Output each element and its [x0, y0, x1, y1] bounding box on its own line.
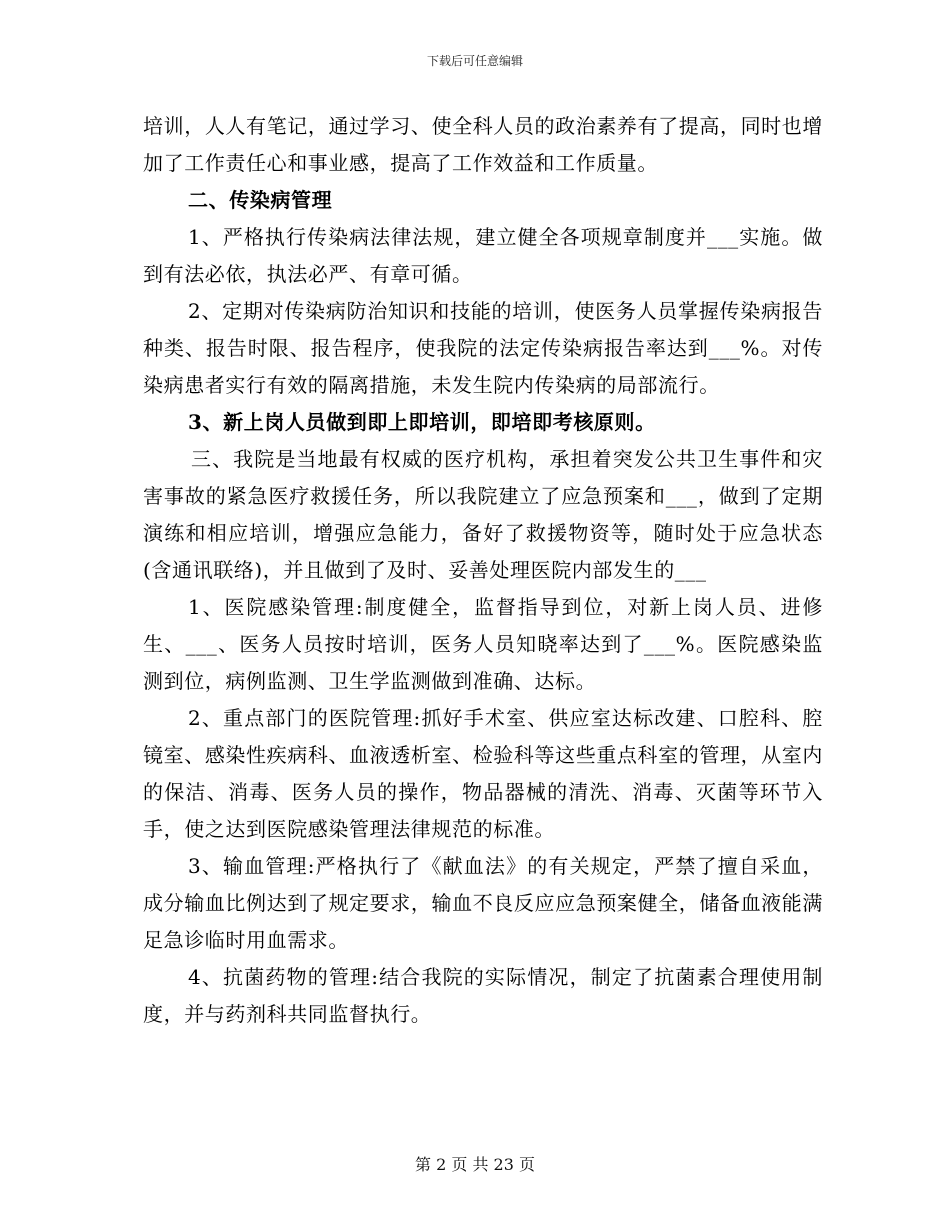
paragraph-antibiotics: 4、抗菌药物的管理:结合我院的实际情况，制定了抗菌素合理使用制度，并与药剂科共同监督执行。 [143, 965, 823, 1026]
paragraph-key-departments: 2、重点部门的医院管理:抓好手术室、供应室达标改建、口腔科、腔镜室、感染性疾病科、血液透析室、检验科等这些重点科室的管理，从室内的保洁、消毒、医务人员的操作，物品器械的清洗、消毒、灭菌等环节入手，使之达到医院感染管理法律规范的标准。 [143, 706, 823, 841]
paragraph-blood-transfusion: 3、输血管理:严格执行了《献血法》的有关规定，严禁了擅自采血，成分输血比例达到了规定要求，输血不良反应应急预案健全，储备血液能满足急诊临时用血需求。 [143, 854, 823, 952]
section-heading-infectious-disease: 二、传染病管理 [188, 188, 333, 212]
paragraph-infection-management: 1、医院感染管理:制度健全，监督指导到位，对新上岗人员、进修生、___、医务人员按时培训，医务人员知晓率达到了___%。医院感染监测到位，病例监测、卫生学监测做到准确、达标。 [143, 595, 823, 693]
paragraph-section-3-emergency: 三、我院是当地最有权威的医疗机构，承担着突发公共卫生事件和灾害事故的紧急医疗救援任务，所以我院建立了应急预案和___，做到了定期演练和相应培训，增强应急能力，备好了救援物资等，随时处于应急状态(含通讯联络)，并且做到了及时、妥善处理医院内部发生的___ [143, 447, 823, 582]
document-body [143, 108, 823, 1033]
paragraph-item-3-new-staff: 3、新上岗人员做到即上即培训，即培即考核原则。 [188, 410, 656, 434]
page-number-footer: 第 2 页 共 23 页 [415, 1155, 535, 1174]
paragraph-item-2-training: 2、定期对传染病防治知识和技能的培训，使医务人员掌握传染病报告种类、报告时限、报告程序，使我院的法定传染病报告率达到___%。对传染病患者实行有效的隔离措施，未发生院内传染病的局部流行。 [143, 299, 823, 397]
page-header-note: 下载后可任意编辑 [426, 54, 523, 68]
paragraph-item-1-laws: 1、严格执行传染病法律法规，建立健全各项规章制度并___实施。做到有法必依，执法必严、有章可循。 [143, 225, 823, 286]
paragraph-training-continued: 培训，人人有笔记，通过学习、使全科人员的政治素养有了提高，同时也增加了工作责任心和事业感，提高了工作效益和工作质量。 [143, 114, 823, 175]
